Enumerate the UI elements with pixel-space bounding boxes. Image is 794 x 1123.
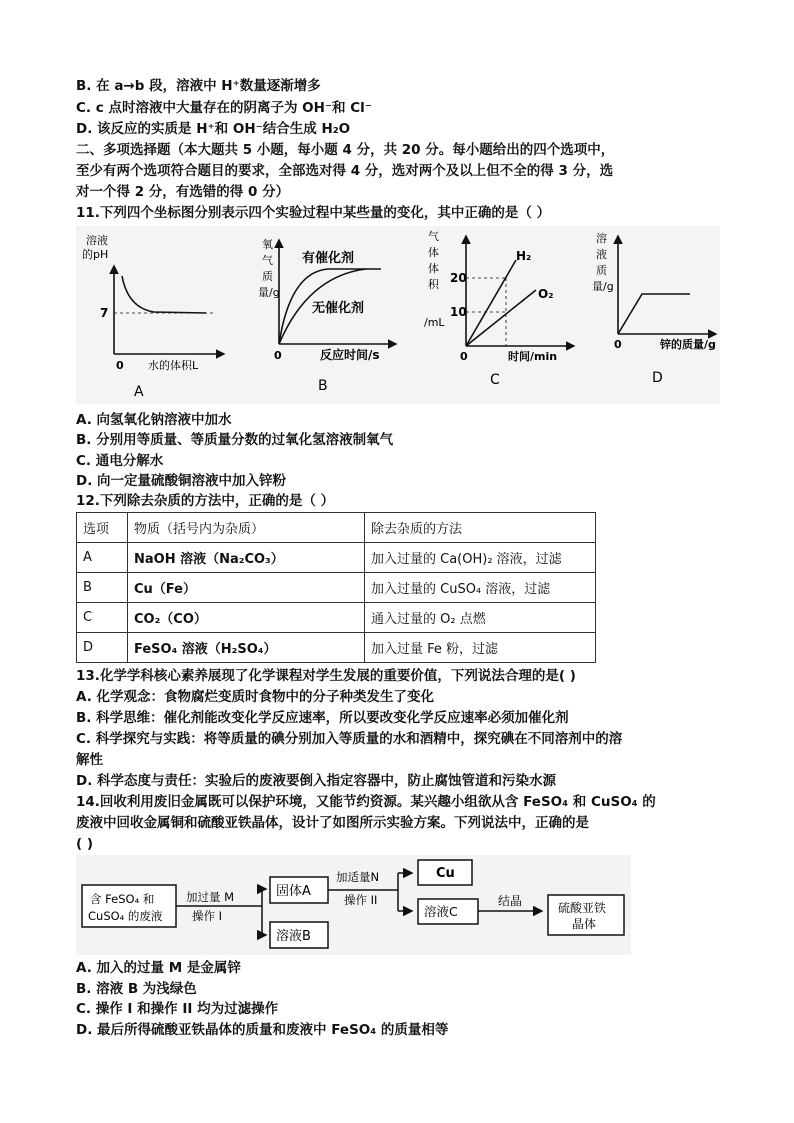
q14-option-d: D. 最后所得硫酸亚铁晶体的质量和废液中 FeSO₄ 的质量相等 [76,1022,449,1038]
graph-c-tick-10: 10 [450,305,467,319]
graph-c-ylabel-2: 体 [428,262,439,275]
flow-solid-a-label: 固体A [276,884,311,899]
table-cell-method: 加入过量 Fe 粉，过滤 [365,633,596,663]
q13-option-c: C. 科学探究与实践：将等质量的碘分别加入等质量的水和酒精中，探究碘在不同溶剂中的溶 [76,731,623,747]
table-cell-option: C [77,603,128,633]
graph-d-xlabel: 锌的质量/g [660,338,716,351]
section2-instructions-end: 对一个得 2 分，有选错的得 0 分） [76,184,290,200]
graph-b-label-no-catalyst: 无催化剂 [312,301,365,316]
question-14: 14.回收利用废旧金属既可以保护环境，又能节约资源。某兴趣小组欲从含 FeSO₄ 和 CuSO₄ 的 [76,794,656,810]
graph-a-xlabel: 水的体积L [148,359,199,372]
table-header-method: 除去杂质的方法 [365,513,596,543]
graphs-panel [76,226,720,404]
question-13: 13.化学学科核心素养展现了化学课程对学生发展的重要价值，下列说法合理的是( ) [76,668,576,684]
q11-option-c: C. 通电分解水 [76,453,164,469]
table-cell-substance: NaOH 溶液（Na₂CO₃） [128,543,365,573]
question-14-cont: 废液中回收金属铜和硫酸亚铁晶体，设计了如图所示实验方案。下列说法中，正确的是 [76,815,589,831]
flow-cu-label: Cu [436,866,455,881]
graph-c-ylabel-1: 体 [428,246,439,259]
graph-c-ylabel-3: 积 [428,278,439,291]
graph-b-origin: 0 [274,349,282,362]
graph-b-ylabel-2: 质 [262,270,273,283]
flow-start-label: 含 FeSO₄ 和 [90,892,155,906]
graph-c-letter: C [490,372,500,388]
q13-option-b: B. 科学思维：催化剂能改变化学反应速率，所以要改变化学反应速率必须加催化剂 [76,710,569,726]
q13-option-d: D. 科学态度与责任：实验后的废液要倒入指定容器中，防止腐蚀管道和污染水源 [76,773,557,789]
table-cell-option: B [77,573,128,603]
section2-instructions: 至少有两个选项符合题目的要求，全部选对得 4 分，选对两个及以上但不全的得 3 分，选 [76,163,614,179]
q11-option-d: D. 向一定量硫酸铜溶液中加入锌粉 [76,473,287,489]
question-14-paren: ( ) [76,836,94,852]
table-cell-method: 加入过量的 Ca(OH)₂ 溶液，过滤 [365,543,596,573]
flow-step1-label: 加过量 M [186,890,235,904]
graph-a-ylabel: 溶液 [86,234,108,247]
q11-option-a: A. 向氢氧化钠溶液中加水 [76,412,232,428]
q13-option-a: A. 化学观念：食物腐烂变质时食物中的分子种类发生了变化 [76,689,435,705]
graph-c-ylabel-4: /mL [424,316,445,329]
graph-a-origin: 0 [116,359,124,372]
flow-crystallize-label: 结晶 [498,894,523,908]
table-header-substance: 物质（括号内为杂质） [128,513,365,543]
graph-a-tick-7: 7 [100,306,109,320]
graph-d-ylabel-1: 液 [596,248,607,261]
q14-option-b: B. 溶液 B 为浅绿色 [76,981,197,997]
flow-step2-label: 加适量N [336,870,380,884]
table-cell-substance: CO₂（CO） [128,603,365,633]
graph-b-label-catalyst: 有催化剂 [302,251,355,266]
graph-b-ylabel-3: 量/g [258,286,280,299]
graph-b-xlabel: 反应时间/s [320,348,380,362]
flowchart [76,855,631,955]
q11-option-b: B. 分别用等质量、等质量分数的过氧化氢溶液制氧气 [76,432,394,448]
table-row [77,573,596,603]
graph-c-ylabel-0: 气 [428,230,439,243]
graph-a-ylabel-2: 的pH [82,248,109,261]
table-cell-substance: FeSO₄ 溶液（H₂SO₄） [128,633,365,663]
graph-b-ylabel-0: 氧 [262,238,273,251]
graph-b-ylabel-1: 气 [262,254,273,267]
flow-product-label: 硫酸亚铁 [558,901,607,915]
q14-option-a: A. 加入的过量 M 是金属锌 [76,960,241,976]
flow-solution-c-label: 溶液C [424,904,458,919]
graph-c-xlabel: 时间/min [508,350,558,363]
table-row [77,633,596,663]
graph-d-ylabel-2: 质 [596,264,607,277]
graph-c-tick-20: 20 [450,271,467,285]
flow-start-label-2: CuSO₄ 的废液 [88,909,163,923]
table-cell-substance: Cu（Fe） [128,573,365,603]
q14-option-c: C. 操作 I 和操作 II 均为过滤操作 [76,1001,279,1017]
table-row [77,543,596,573]
option-d: D. 该反应的实质是 H⁺和 OH⁻结合生成 H₂O [76,121,351,137]
graph-d-ylabel-0: 溶 [596,232,607,245]
option-c: C. c 点时溶液中大量存在的阴离子为 OH⁻和 Cl⁻ [76,100,372,116]
graph-d-origin: 0 [614,338,622,351]
graph-a-letter: A [134,384,144,400]
table-cell-option: A [77,543,128,573]
question-11: 11.下列四个坐标图分别表示四个实验过程中某些量的变化，其中正确的是（ ） [76,205,551,221]
graph-c-label-o2: O₂ [538,287,554,301]
graph-d-ylabel-3: 量/g [592,280,614,293]
flow-solution-b-label: 溶液B [276,929,311,944]
graph-d-letter: D [652,370,663,386]
flow-step2-op: 操作 II [344,893,378,907]
graph-c-label-h2: H₂ [516,249,532,263]
table-cell-method: 通入过量的 O₂ 点燃 [365,603,596,633]
question-12: 12.下列除去杂质的方法中，正确的是（ ） [76,493,335,509]
flow-step1-op: 操作 I [192,909,223,923]
section2-heading: 二、多项选择题（本大题共 5 小题，每小题 4 分，共 20 分。每小题给出的四个选项中， [76,142,615,158]
option-b: B. 在 a→b 段，溶液中 H⁺数量逐渐增多 [76,78,321,94]
flow-product-label-2: 晶体 [572,917,597,931]
graph-c-origin: 0 [460,350,468,363]
table-row [77,603,596,633]
table-cell-method: 加入过量的 CuSO₄ 溶液，过滤 [365,573,596,603]
table-header-row [77,513,596,543]
table-header-option: 选项 [77,513,128,543]
table-cell-option: D [77,633,128,663]
q13-option-c-cont: 解性 [76,752,103,768]
impurity-removal-table [76,512,596,663]
graph-b-letter: B [318,378,328,394]
